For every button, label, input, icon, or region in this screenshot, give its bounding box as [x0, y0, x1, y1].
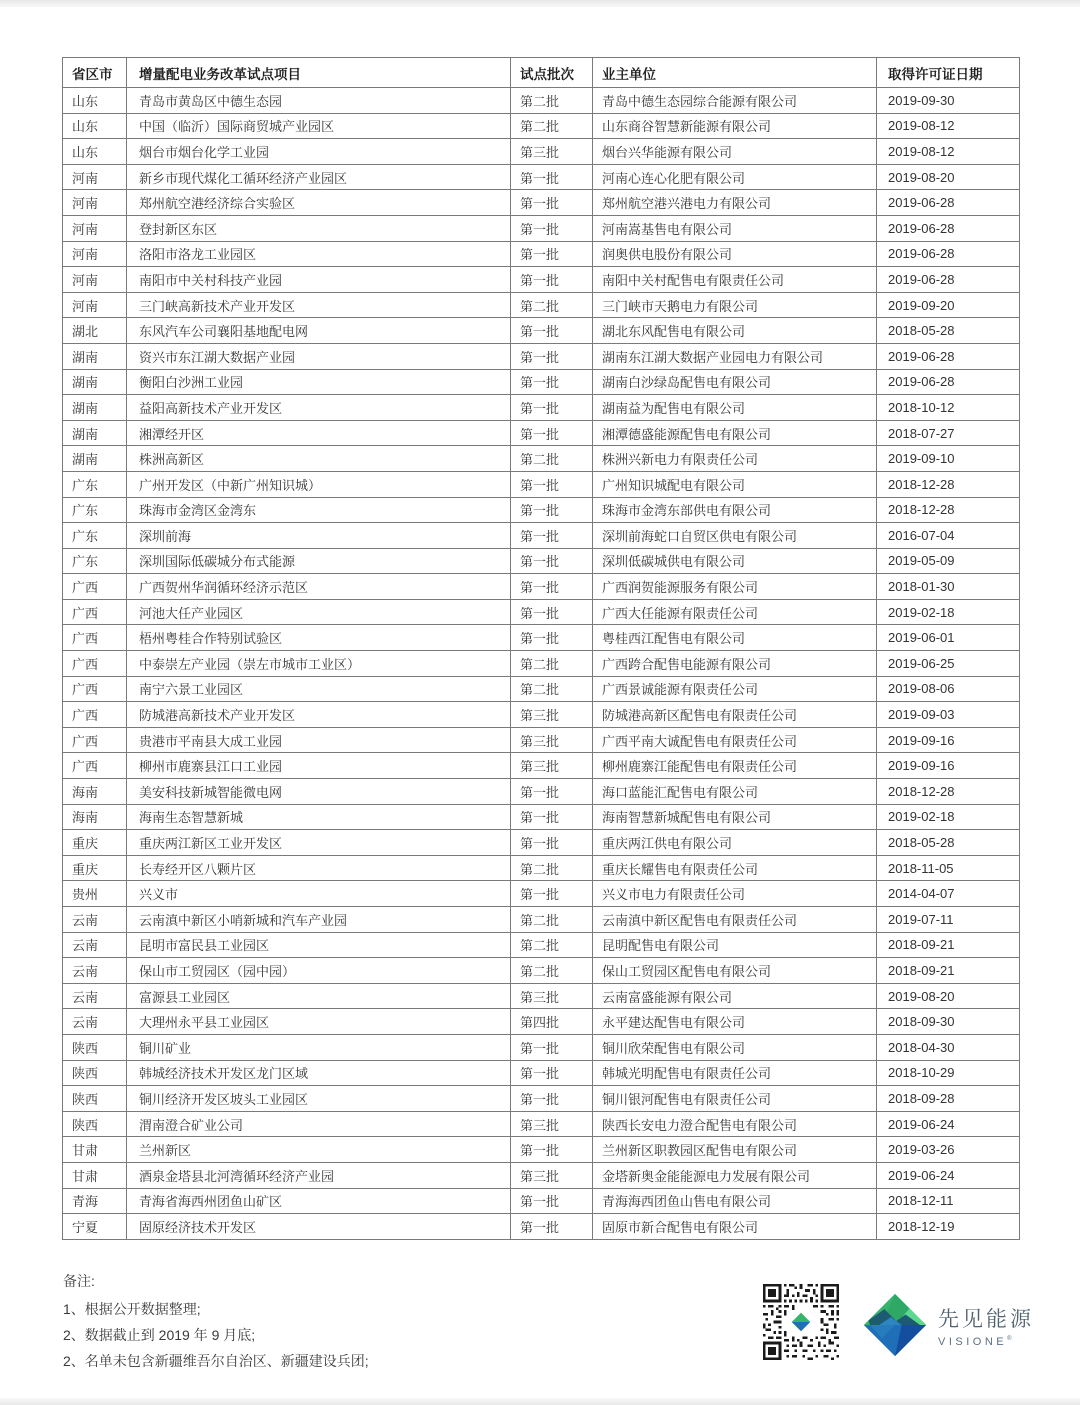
table-row: [63, 830, 1020, 856]
cell-owner: 广西景诚能源有限责任公司: [593, 676, 877, 702]
cell-batch: 第一批: [511, 881, 593, 907]
cell-project: 铜川矿业: [127, 1034, 511, 1060]
cell-owner: 三门峡市天鹅电力有限公司: [593, 292, 877, 318]
table-row: [63, 1137, 1020, 1163]
cell-batch: 第二批: [511, 88, 593, 114]
column-header: 省区市: [63, 58, 127, 88]
table-row: [63, 395, 1020, 421]
cell-province: 山东: [63, 88, 127, 114]
cell-license-date: 2019-02-18: [877, 599, 1020, 625]
cell-project: 青海省海西州团鱼山矿区: [127, 1188, 511, 1214]
brand-logo: [862, 1283, 1034, 1367]
cell-batch: 第三批: [511, 1162, 593, 1188]
table-row: [63, 446, 1020, 472]
cell-owner: 昆明配售电有限公司: [593, 932, 877, 958]
cell-project: 昆明市富民县工业园区: [127, 932, 511, 958]
cell-province: 陕西: [63, 1034, 127, 1060]
cell-license-date: 2019-09-16: [877, 753, 1020, 779]
cell-province: 重庆: [63, 855, 127, 881]
table-row: [63, 1214, 1020, 1240]
cell-batch: 第一批: [511, 599, 593, 625]
cell-batch: 第一批: [511, 318, 593, 344]
cell-province: 重庆: [63, 830, 127, 856]
table-row: [63, 855, 1020, 881]
cell-province: 湖南: [63, 420, 127, 446]
cell-owner: 湘潭德盛能源配售电有限公司: [593, 420, 877, 446]
cell-province: 海南: [63, 779, 127, 805]
cell-batch: 第三批: [511, 983, 593, 1009]
cell-owner: 韩城光明配售电有限责任公司: [593, 1060, 877, 1086]
table-row: [63, 958, 1020, 984]
cell-project: 酒泉金塔县北河湾循环经济产业园: [127, 1162, 511, 1188]
footnotes: [63, 1268, 369, 1374]
cell-project: 益阳高新技术产业开发区: [127, 395, 511, 421]
cell-license-date: 2019-09-16: [877, 727, 1020, 753]
cell-license-date: 2014-04-07: [877, 881, 1020, 907]
cell-province: 广西: [63, 599, 127, 625]
visione-diamond-icon: [862, 1292, 928, 1358]
cell-license-date: 2019-08-20: [877, 164, 1020, 190]
cell-province: 广西: [63, 727, 127, 753]
cell-license-date: 2019-03-26: [877, 1137, 1020, 1163]
cell-project: 郑州航空港经济综合实验区: [127, 190, 511, 216]
cell-province: 河南: [63, 267, 127, 293]
footnote-item: 1、根据公开数据整理;: [63, 1301, 201, 1317]
cell-batch: 第一批: [511, 164, 593, 190]
cell-owner: 陕西长安电力澄合配售电有限公司: [593, 1111, 877, 1137]
cell-batch: 第一批: [511, 625, 593, 651]
cell-project: 云南滇中新区小哨新城和汽车产业园: [127, 907, 511, 933]
cell-project: 富源县工业园区: [127, 983, 511, 1009]
cell-license-date: 2018-01-30: [877, 574, 1020, 600]
table-row: [63, 983, 1020, 1009]
cell-batch: 第一批: [511, 523, 593, 549]
cell-owner: 河南嵩基售电有限公司: [593, 215, 877, 241]
table-row: [63, 497, 1020, 523]
column-header: 业主单位: [593, 58, 877, 88]
table-row: [63, 1009, 1020, 1035]
cell-province: 广东: [63, 523, 127, 549]
cell-province: 云南: [63, 1009, 127, 1035]
cell-batch: 第一批: [511, 343, 593, 369]
column-header: 取得许可证日期: [877, 58, 1020, 88]
table-row: [63, 881, 1020, 907]
cell-owner: 铜川欣荣配售电有限公司: [593, 1034, 877, 1060]
table-row: [63, 1188, 1020, 1214]
cell-license-date: 2018-09-21: [877, 932, 1020, 958]
table-row: [63, 292, 1020, 318]
cell-owner: 湖北东风配售电有限公司: [593, 318, 877, 344]
table-row: [63, 676, 1020, 702]
cell-batch: 第三批: [511, 1111, 593, 1137]
cell-province: 广西: [63, 625, 127, 651]
cell-batch: 第二批: [511, 855, 593, 881]
cell-owner: 固原市新合配售电有限公司: [593, 1214, 877, 1240]
cell-project: 新乡市现代煤化工循环经济产业园区: [127, 164, 511, 190]
cell-owner: 保山工贸园区配售电有限公司: [593, 958, 877, 984]
cell-license-date: 2016-07-04: [877, 523, 1020, 549]
cell-project: 青岛市黄岛区中德生态园: [127, 88, 511, 114]
cell-province: 广西: [63, 651, 127, 677]
cell-owner: 云南富盛能源有限公司: [593, 983, 877, 1009]
cell-province: 陕西: [63, 1111, 127, 1137]
cell-project: 深圳前海: [127, 523, 511, 549]
cell-license-date: 2019-06-25: [877, 651, 1020, 677]
table-row: [63, 548, 1020, 574]
cell-owner: 粤桂西江配售电有限公司: [593, 625, 877, 651]
table-row: [63, 113, 1020, 139]
cell-license-date: 2018-04-30: [877, 1034, 1020, 1060]
cell-batch: 第一批: [511, 1034, 593, 1060]
cell-province: 湖南: [63, 369, 127, 395]
cell-owner: 深圳前海蛇口自贸区供电有限公司: [593, 523, 877, 549]
cell-batch: 第一批: [511, 369, 593, 395]
cell-province: 陕西: [63, 1060, 127, 1086]
cell-batch: 第一批: [511, 548, 593, 574]
cell-owner: 湖南白沙绿岛配售电有限公司: [593, 369, 877, 395]
cell-batch: 第一批: [511, 497, 593, 523]
cell-license-date: 2018-12-28: [877, 497, 1020, 523]
cell-license-date: 2019-06-28: [877, 267, 1020, 293]
table-row: [63, 471, 1020, 497]
table-row: [63, 753, 1020, 779]
cell-province: 广西: [63, 702, 127, 728]
registered-mark: ®: [1007, 1335, 1016, 1342]
table-row: [63, 139, 1020, 165]
cell-license-date: 2019-07-11: [877, 907, 1020, 933]
cell-province: 山东: [63, 139, 127, 165]
table-row: [63, 88, 1020, 114]
cell-license-date: 2018-05-28: [877, 830, 1020, 856]
cell-province: 甘肃: [63, 1137, 127, 1163]
cell-owner: 河南心连心化肥有限公司: [593, 164, 877, 190]
cell-batch: 第一批: [511, 1086, 593, 1112]
table-row: [63, 190, 1020, 216]
cell-project: 南宁六景工业园区: [127, 676, 511, 702]
cell-batch: 第一批: [511, 1188, 593, 1214]
cell-province: 河南: [63, 215, 127, 241]
table-row: [63, 599, 1020, 625]
table-row: [63, 215, 1020, 241]
cell-batch: 第一批: [511, 241, 593, 267]
cell-license-date: 2019-09-03: [877, 702, 1020, 728]
cell-batch: 第二批: [511, 446, 593, 472]
cell-project: 保山市工贸园区（园中园）: [127, 958, 511, 984]
cell-project: 珠海市金湾区金湾东: [127, 497, 511, 523]
cell-province: 河南: [63, 164, 127, 190]
cell-owner: 南阳中关村配售电有限责任公司: [593, 267, 877, 293]
table-row: [63, 318, 1020, 344]
column-header: 试点批次: [511, 58, 593, 88]
cell-license-date: 2018-12-28: [877, 471, 1020, 497]
cell-project: 东风汽车公司襄阳基地配电网: [127, 318, 511, 344]
cell-batch: 第一批: [511, 779, 593, 805]
cell-owner: 烟台兴华能源有限公司: [593, 139, 877, 165]
cell-project: 防城港高新技术产业开发区: [127, 702, 511, 728]
cell-owner: 兴义市电力有限责任公司: [593, 881, 877, 907]
cell-license-date: 2018-09-30: [877, 1009, 1020, 1035]
cell-province: 湖南: [63, 395, 127, 421]
table-header-row: [63, 58, 1020, 88]
table-row: [63, 164, 1020, 190]
table-body: [63, 88, 1020, 1240]
cell-project: 兰州新区: [127, 1137, 511, 1163]
cell-license-date: 2019-06-28: [877, 190, 1020, 216]
cell-batch: 第一批: [511, 471, 593, 497]
cell-owner: 柳州鹿寨江能配售电有限责任公司: [593, 753, 877, 779]
cell-license-date: 2018-10-12: [877, 395, 1020, 421]
table-row: [63, 1086, 1020, 1112]
cell-project: 南阳市中关村科技产业园: [127, 267, 511, 293]
cell-owner: 广州知识城配电有限公司: [593, 471, 877, 497]
cell-license-date: 2019-06-24: [877, 1111, 1020, 1137]
cell-province: 广西: [63, 574, 127, 600]
cell-batch: 第二批: [511, 932, 593, 958]
cell-province: 广东: [63, 497, 127, 523]
table-row: [63, 420, 1020, 446]
cell-batch: 第二批: [511, 676, 593, 702]
cell-owner: 广西润贺能源服务有限公司: [593, 574, 877, 600]
cell-license-date: 2018-09-21: [877, 958, 1020, 984]
cell-license-date: 2019-09-30: [877, 88, 1020, 114]
table-row: [63, 932, 1020, 958]
cell-license-date: 2019-09-20: [877, 292, 1020, 318]
table-row: [63, 574, 1020, 600]
cell-batch: 第三批: [511, 727, 593, 753]
cell-owner: 铜川银河配售电有限责任公司: [593, 1086, 877, 1112]
cell-owner: 珠海市金湾东部供电有限公司: [593, 497, 877, 523]
cell-province: 河南: [63, 241, 127, 267]
cell-project: 兴义市: [127, 881, 511, 907]
cell-project: 洛阳市洛龙工业园区: [127, 241, 511, 267]
column-header: 增量配电业务改革试点项目: [127, 58, 511, 88]
cell-license-date: 2019-08-12: [877, 139, 1020, 165]
cell-project: 深圳国际低碳城分布式能源: [127, 548, 511, 574]
cell-project: 贵港市平南县大成工业园: [127, 727, 511, 753]
cell-license-date: 2019-06-24: [877, 1162, 1020, 1188]
cell-owner: 重庆长耀售电有限责任公司: [593, 855, 877, 881]
cell-owner: 润奥供电股份有限公司: [593, 241, 877, 267]
cell-license-date: 2019-09-10: [877, 446, 1020, 472]
cell-license-date: 2018-12-11: [877, 1188, 1020, 1214]
cell-license-date: 2019-06-01: [877, 625, 1020, 651]
cell-batch: 第一批: [511, 804, 593, 830]
pilot-projects-table: [62, 57, 1020, 1240]
cell-owner: 兰州新区职教园区配售电有限公司: [593, 1137, 877, 1163]
cell-project: 登封新区东区: [127, 215, 511, 241]
cell-project: 株洲高新区: [127, 446, 511, 472]
cell-project: 柳州市鹿寨县江口工业园: [127, 753, 511, 779]
table-row: [63, 1034, 1020, 1060]
cell-province: 河南: [63, 292, 127, 318]
cell-owner: 海口蓝能汇配售电有限公司: [593, 779, 877, 805]
cell-province: 湖北: [63, 318, 127, 344]
cell-owner: 郑州航空港兴港电力有限公司: [593, 190, 877, 216]
cell-batch: 第一批: [511, 1137, 593, 1163]
table-row: [63, 267, 1020, 293]
table-row: [63, 702, 1020, 728]
cell-owner: 湖南益为配售电有限公司: [593, 395, 877, 421]
cell-license-date: 2018-12-19: [877, 1214, 1020, 1240]
cell-owner: 防城港高新区配售电有限责任公司: [593, 702, 877, 728]
page-edge-shade-top: [0, 0, 1080, 7]
cell-owner: 海南智慧新城配售电有限公司: [593, 804, 877, 830]
cell-batch: 第四批: [511, 1009, 593, 1035]
table-row: [63, 907, 1020, 933]
cell-owner: 广西跨合配售电能源有限公司: [593, 651, 877, 677]
cell-province: 山东: [63, 113, 127, 139]
page-edge-shade-bottom: [0, 1398, 1080, 1405]
cell-owner: 山东商谷智慧新能源有限公司: [593, 113, 877, 139]
cell-province: 云南: [63, 983, 127, 1009]
cell-batch: 第一批: [511, 420, 593, 446]
cell-province: 河南: [63, 190, 127, 216]
cell-province: 云南: [63, 932, 127, 958]
footnote-item: 2、名单未包含新疆维吾尔自治区、新疆建设兵团;: [63, 1353, 369, 1369]
cell-batch: 第二批: [511, 958, 593, 984]
cell-province: 海南: [63, 804, 127, 830]
qr-code: [763, 1284, 839, 1360]
cell-project: 铜川经济开发区坡头工业园区: [127, 1086, 511, 1112]
cell-license-date: 2018-09-28: [877, 1086, 1020, 1112]
cell-batch: 第一批: [511, 190, 593, 216]
cell-project: 广州开发区（中新广州知识城）: [127, 471, 511, 497]
cell-license-date: 2018-11-05: [877, 855, 1020, 881]
cell-project: 渭南澄合矿业公司: [127, 1111, 511, 1137]
cell-project: 衡阳白沙洲工业园: [127, 369, 511, 395]
cell-project: 固原经济技术开发区: [127, 1214, 511, 1240]
cell-license-date: 2018-07-27: [877, 420, 1020, 446]
cell-batch: 第一批: [511, 574, 593, 600]
cell-owner: 广西平南大诚配售电有限责任公司: [593, 727, 877, 753]
cell-project: 资兴市东江湖大数据产业园: [127, 343, 511, 369]
cell-license-date: 2019-05-09: [877, 548, 1020, 574]
cell-license-date: 2018-10-29: [877, 1060, 1020, 1086]
cell-owner: 金塔新奥金能能源电力发展有限公司: [593, 1162, 877, 1188]
cell-province: 宁夏: [63, 1214, 127, 1240]
cell-project: 广西贺州华润循环经济示范区: [127, 574, 511, 600]
cell-project: 韩城经济技术开发区龙门区域: [127, 1060, 511, 1086]
table-row: [63, 369, 1020, 395]
cell-project: 大理州永平县工业园区: [127, 1009, 511, 1035]
cell-owner: 永平建达配售电有限公司: [593, 1009, 877, 1035]
cell-owner: 云南滇中新区配售电有限责任公司: [593, 907, 877, 933]
cell-batch: 第二批: [511, 651, 593, 677]
cell-owner: 深圳低碳城供电有限公司: [593, 548, 877, 574]
cell-project: 重庆两江新区工业开发区: [127, 830, 511, 856]
cell-project: 中国（临沂）国际商贸城产业园区: [127, 113, 511, 139]
cell-project: 三门峡高新技术产业开发区: [127, 292, 511, 318]
cell-province: 云南: [63, 958, 127, 984]
cell-batch: 第三批: [511, 139, 593, 165]
cell-province: 云南: [63, 907, 127, 933]
cell-project: 中泰崇左产业园（崇左市城市工业区）: [127, 651, 511, 677]
table-row: [63, 343, 1020, 369]
table-row: [63, 804, 1020, 830]
cell-license-date: 2019-08-12: [877, 113, 1020, 139]
cell-batch: 第一批: [511, 1060, 593, 1086]
cell-province: 贵州: [63, 881, 127, 907]
cell-province: 甘肃: [63, 1162, 127, 1188]
cell-project: 长寿经开区八颗片区: [127, 855, 511, 881]
cell-batch: 第三批: [511, 753, 593, 779]
cell-license-date: 2019-06-28: [877, 369, 1020, 395]
cell-owner: 青岛中德生态园综合能源有限公司: [593, 88, 877, 114]
cell-owner: 株洲兴新电力有限责任公司: [593, 446, 877, 472]
cell-batch: 第一批: [511, 215, 593, 241]
cell-province: 广西: [63, 676, 127, 702]
table-row: [63, 523, 1020, 549]
brand-name-en: VISIONE®: [938, 1335, 1016, 1348]
cell-province: 广西: [63, 753, 127, 779]
cell-owner: 重庆两江供电有限公司: [593, 830, 877, 856]
cell-project: 海南生态智慧新城: [127, 804, 511, 830]
table-row: [63, 727, 1020, 753]
cell-owner: 湖南东江湖大数据产业园电力有限公司: [593, 343, 877, 369]
table-row: [63, 651, 1020, 677]
cell-batch: 第二批: [511, 292, 593, 318]
table-row: [63, 241, 1020, 267]
cell-batch: 第一批: [511, 1214, 593, 1240]
table-row: [63, 779, 1020, 805]
cell-project: 烟台市烟台化学工业园: [127, 139, 511, 165]
cell-license-date: 2018-05-28: [877, 318, 1020, 344]
brand-name-cn: 先见能源: [938, 1307, 1034, 1331]
cell-license-date: 2019-08-06: [877, 676, 1020, 702]
footnote-item: 2、数据截止到 2019 年 9 月底;: [63, 1327, 256, 1343]
cell-owner: 青海海西团鱼山售电有限公司: [593, 1188, 877, 1214]
cell-province: 陕西: [63, 1086, 127, 1112]
cell-province: 湖南: [63, 446, 127, 472]
cell-province: 广东: [63, 548, 127, 574]
table-row: [63, 1162, 1020, 1188]
cell-batch: 第一批: [511, 830, 593, 856]
cell-project: 美安科技新城智能微电网: [127, 779, 511, 805]
cell-license-date: 2019-06-28: [877, 343, 1020, 369]
pilot-projects-table-container: [62, 57, 1019, 1240]
cell-province: 湖南: [63, 343, 127, 369]
cell-batch: 第二批: [511, 907, 593, 933]
cell-batch: 第一批: [511, 395, 593, 421]
table-row: [63, 1111, 1020, 1137]
cell-license-date: 2019-06-28: [877, 241, 1020, 267]
cell-batch: 第三批: [511, 702, 593, 728]
cell-batch: 第一批: [511, 267, 593, 293]
cell-license-date: 2019-06-28: [877, 215, 1020, 241]
cell-owner: 广西大任能源有限责任公司: [593, 599, 877, 625]
cell-province: 青海: [63, 1188, 127, 1214]
cell-project: 湘潭经开区: [127, 420, 511, 446]
cell-license-date: 2019-08-20: [877, 983, 1020, 1009]
footnote-title: 备注:: [63, 1273, 95, 1289]
cell-batch: 第二批: [511, 113, 593, 139]
table-row: [63, 625, 1020, 651]
cell-license-date: 2018-12-28: [877, 779, 1020, 805]
cell-project: 梧州粤桂合作特别试验区: [127, 625, 511, 651]
table-row: [63, 1060, 1020, 1086]
cell-license-date: 2019-02-18: [877, 804, 1020, 830]
cell-project: 河池大任产业园区: [127, 599, 511, 625]
cell-province: 广东: [63, 471, 127, 497]
